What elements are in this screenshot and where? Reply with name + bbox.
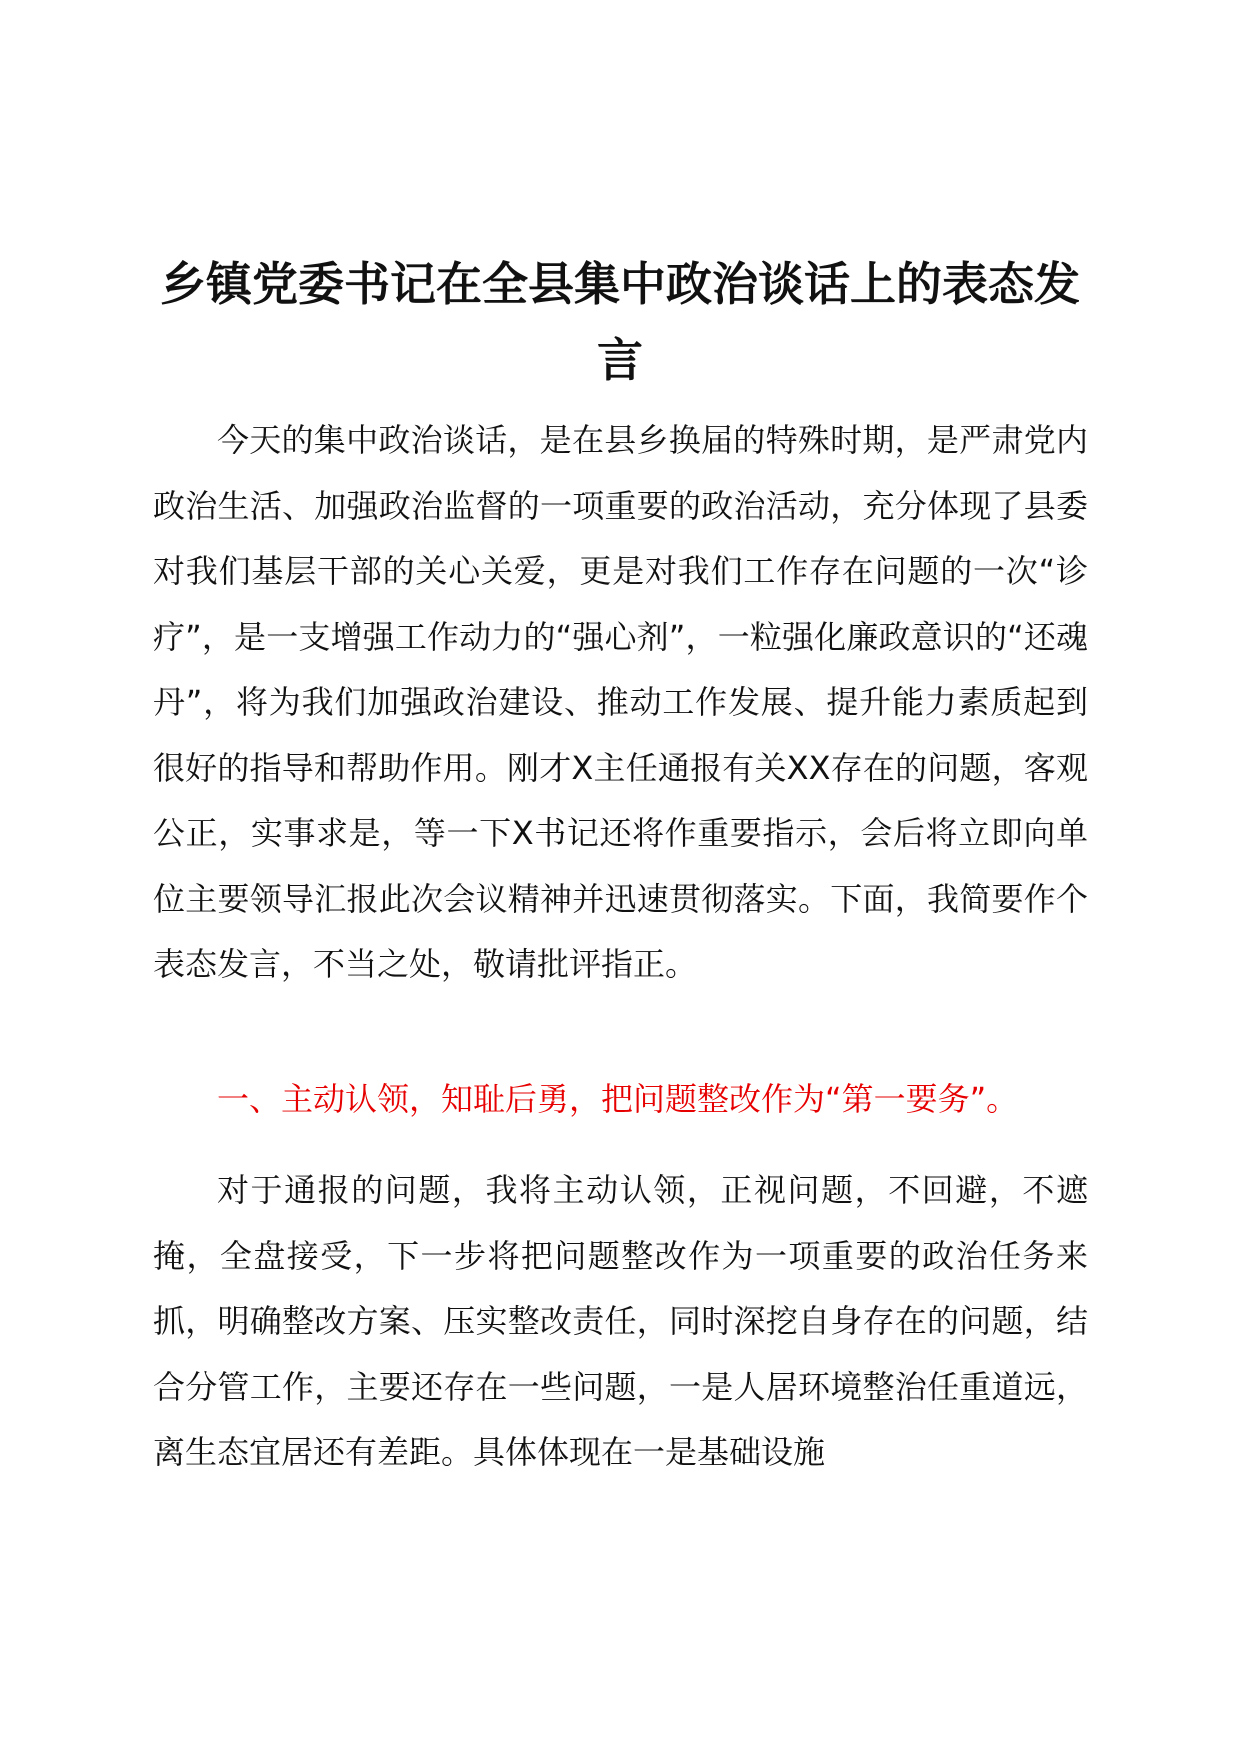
- document-title: 乡镇党委书记在全县集中政治谈话上的表态发言: [160, 257, 1080, 387]
- section-heading-1: 一、主动认领，知耻后勇，把问题整改作为“第一要务”。: [217, 1080, 1019, 1118]
- section-1-paragraph: 对于通报的问题，我将主动认领，正视问题，不回避，不遮掩，全盘接受，下一步将把问题整改作为一项重要的政治任务来抓，明确整改方案、压实整改责任，同时深挖自身存在的问题，结合分管工作，主要还存在一些问题，一是人居环境整治任重道远，离生态宜居还有差距。具体体现在一是基础设施: [153, 1171, 1088, 1471]
- intro-paragraph: 今天的集中政治谈话，是在县乡换届的特殊时期，是严肃党内政治生活、加强政治监督的一项重要的政治活动，充分体现了县委对我们基层干部的关心关爱，更是对我们工作存在问题的一次“诊疗”，是一支增强工作动力的“强心剂”，一粒强化廉政意识的“还魂丹”，将为我们加强政治建设、推动工作发展、提升能力素质起到很好的指导和帮助作用。刚才X主任通报有关XX存在的问题，客观公正，实事求是，等一下X书记还将作重要指示，会后将立即向单位主要领导汇报此次会议精神并迅速贯彻落实。下面，我简要作个表态发言，不当之处，敬请批评指正。: [153, 421, 1088, 983]
